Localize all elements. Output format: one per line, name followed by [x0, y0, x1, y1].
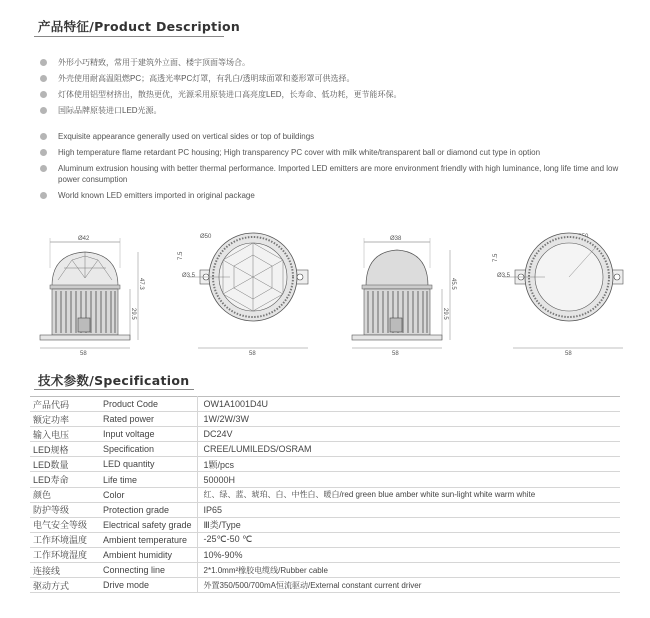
- spec-label-en: Ambient temperature: [100, 532, 197, 547]
- spec-label-cn: LED规格: [30, 442, 100, 457]
- spec-label-cn: 防护等级: [30, 502, 100, 517]
- spec-value: 2*1.0mm²橡胶电缆线/Rubber cable: [197, 563, 620, 578]
- dim-height-body: 29.5: [442, 308, 448, 320]
- bullet-dot-icon: [40, 107, 47, 114]
- dim-base: 58: [249, 351, 256, 356]
- spec-row: [30, 412, 620, 427]
- specification-title: 技术参数/Specification: [38, 373, 190, 388]
- spec-row: [30, 487, 620, 502]
- spec-row: [30, 532, 620, 547]
- spec-label-en: Specification: [100, 442, 197, 457]
- spec-label-cn: 工作环境温度: [30, 532, 100, 547]
- spec-row: [30, 547, 620, 562]
- spec-row: [30, 457, 620, 472]
- specification-title-underline: [34, 389, 194, 390]
- spec-label-en: Color: [100, 487, 197, 502]
- bullet-en-4: World known LED emitters imported in original package: [38, 190, 623, 201]
- dim-hole: Ø3.5: [497, 273, 511, 279]
- spec-label-cn: 额定功率: [30, 412, 100, 427]
- description-title-underline: [34, 36, 224, 37]
- spec-value: 50000H: [197, 472, 620, 487]
- bullet-dot-icon: [40, 75, 47, 82]
- top-view-diamond-drawing: [170, 228, 310, 356]
- bullet-cn-3: 灯体使用铝型材挤出，散热更优，光源采用原装进口高亮度LED，长寿命、低功耗，更节能环保。: [38, 89, 628, 100]
- dim-base: 58: [80, 351, 87, 356]
- spec-value: CREE/LUMILEDS/OSRAM: [197, 442, 620, 457]
- side-view-dome-drawing: [340, 228, 470, 356]
- spec-row: [30, 427, 620, 442]
- side-view-diamond-drawing: [28, 228, 158, 356]
- spec-label-en: LED quantity: [100, 457, 197, 472]
- spec-value: 1颗/pcs: [197, 457, 620, 472]
- bullet-en-1: Exquisite appearance generally used on vertical sides or top of buildings: [38, 131, 623, 142]
- spec-label-cn: 连接线: [30, 563, 100, 578]
- spec-label-cn: 电气安全等级: [30, 517, 100, 532]
- spec-row: [30, 578, 620, 593]
- spec-label-en: Product Code: [100, 397, 197, 412]
- top-view-dome-drawing: [485, 228, 630, 356]
- dim-top-width: Ø42: [78, 236, 90, 242]
- dim-top-width: Ø38: [390, 236, 402, 242]
- spec-value: OW1A1001D4U: [197, 397, 620, 412]
- dim-height-total: 47.3: [138, 278, 144, 290]
- description-title: 产品特征/Product Description: [38, 19, 241, 34]
- bullet-dot-icon: [40, 165, 47, 172]
- dim-hole: Ø3.5: [182, 273, 196, 279]
- spec-row: [30, 442, 620, 457]
- spec-label-cn: 驱动方式: [30, 578, 100, 593]
- bullet-dot-icon: [40, 91, 47, 98]
- spec-label-en: Drive mode: [100, 578, 197, 593]
- bullet-cn-4: 国际品牌原装进口LED光源。: [38, 105, 628, 116]
- dim-h1: 7.5: [493, 253, 499, 262]
- spec-label-en: Electrical safety grade: [100, 517, 197, 532]
- spec-label-cn: LED数量: [30, 457, 100, 472]
- bullet-dot-icon: [40, 133, 47, 140]
- spec-label-en: Life time: [100, 472, 197, 487]
- dim-diameter: Ø50: [200, 234, 212, 240]
- spec-value: 红、绿、蓝、琥珀、白、中性白、暖白/red green blue amber white sun-light white warm white: [197, 487, 620, 502]
- spec-value: 1W/2W/3W: [197, 412, 620, 427]
- dim-height-body: 29.5: [130, 308, 136, 320]
- spec-label-en: Connecting line: [100, 563, 197, 578]
- spec-row: [30, 397, 620, 412]
- spec-value: IP65: [197, 502, 620, 517]
- spec-label-cn: 颜色: [30, 487, 100, 502]
- bullet-cn-1: 外形小巧精致，常用于建筑外立面、楼宇顶面等场合。: [38, 57, 628, 68]
- spec-row: [30, 563, 620, 578]
- spec-row: [30, 502, 620, 517]
- spec-value: 外置350/500/700mA恒流驱动/External constant current driver: [197, 578, 620, 593]
- dim-base: 58: [565, 351, 572, 356]
- bullet-en-3: Aluminum extrusion housing with better thermal performance. Imported LED emitters are more environment friendly with high luminance, long life time and low power consumption: [38, 163, 623, 185]
- spec-label-en: Ambient humidity: [100, 547, 197, 562]
- spec-label-cn: 产品代码: [30, 397, 100, 412]
- spec-label-en: Protection grade: [100, 502, 197, 517]
- spec-label-cn: 输入电压: [30, 427, 100, 442]
- bullet-dot-icon: [40, 59, 47, 66]
- dim-height-total: 45.5: [450, 278, 456, 290]
- dim-h1: 7.5: [178, 251, 184, 260]
- description-bullets-cn: [38, 57, 628, 116]
- bullet-dot-icon: [40, 149, 47, 156]
- spec-value: DC24V: [197, 427, 620, 442]
- spec-value: Ⅲ类/Type: [197, 517, 620, 532]
- specification-table: [30, 396, 620, 593]
- description-bullets-en: [38, 131, 623, 201]
- spec-label-cn: LED寿命: [30, 472, 100, 487]
- spec-value: -25℃-50 ℃: [197, 532, 620, 547]
- bullet-en-2: High temperature flame retardant PC housing; High transparency PC cover with milk white/transparent ball or diamond cut type in option: [38, 147, 623, 158]
- spec-value: 10%-90%: [197, 547, 620, 562]
- spec-label-en: Input voltage: [100, 427, 197, 442]
- dim-base: 58: [392, 351, 399, 356]
- spec-row: [30, 472, 620, 487]
- bullet-dot-icon: [40, 192, 47, 199]
- spec-row: [30, 517, 620, 532]
- bullet-cn-2: 外壳使用耐高温阻燃PC；高透光率PC灯罩，有乳白/透明球面罩和菱形罩可供选择。: [38, 73, 628, 84]
- spec-label-cn: 工作环境湿度: [30, 547, 100, 562]
- technical-drawings: [20, 228, 630, 358]
- spec-label-en: Rated power: [100, 412, 197, 427]
